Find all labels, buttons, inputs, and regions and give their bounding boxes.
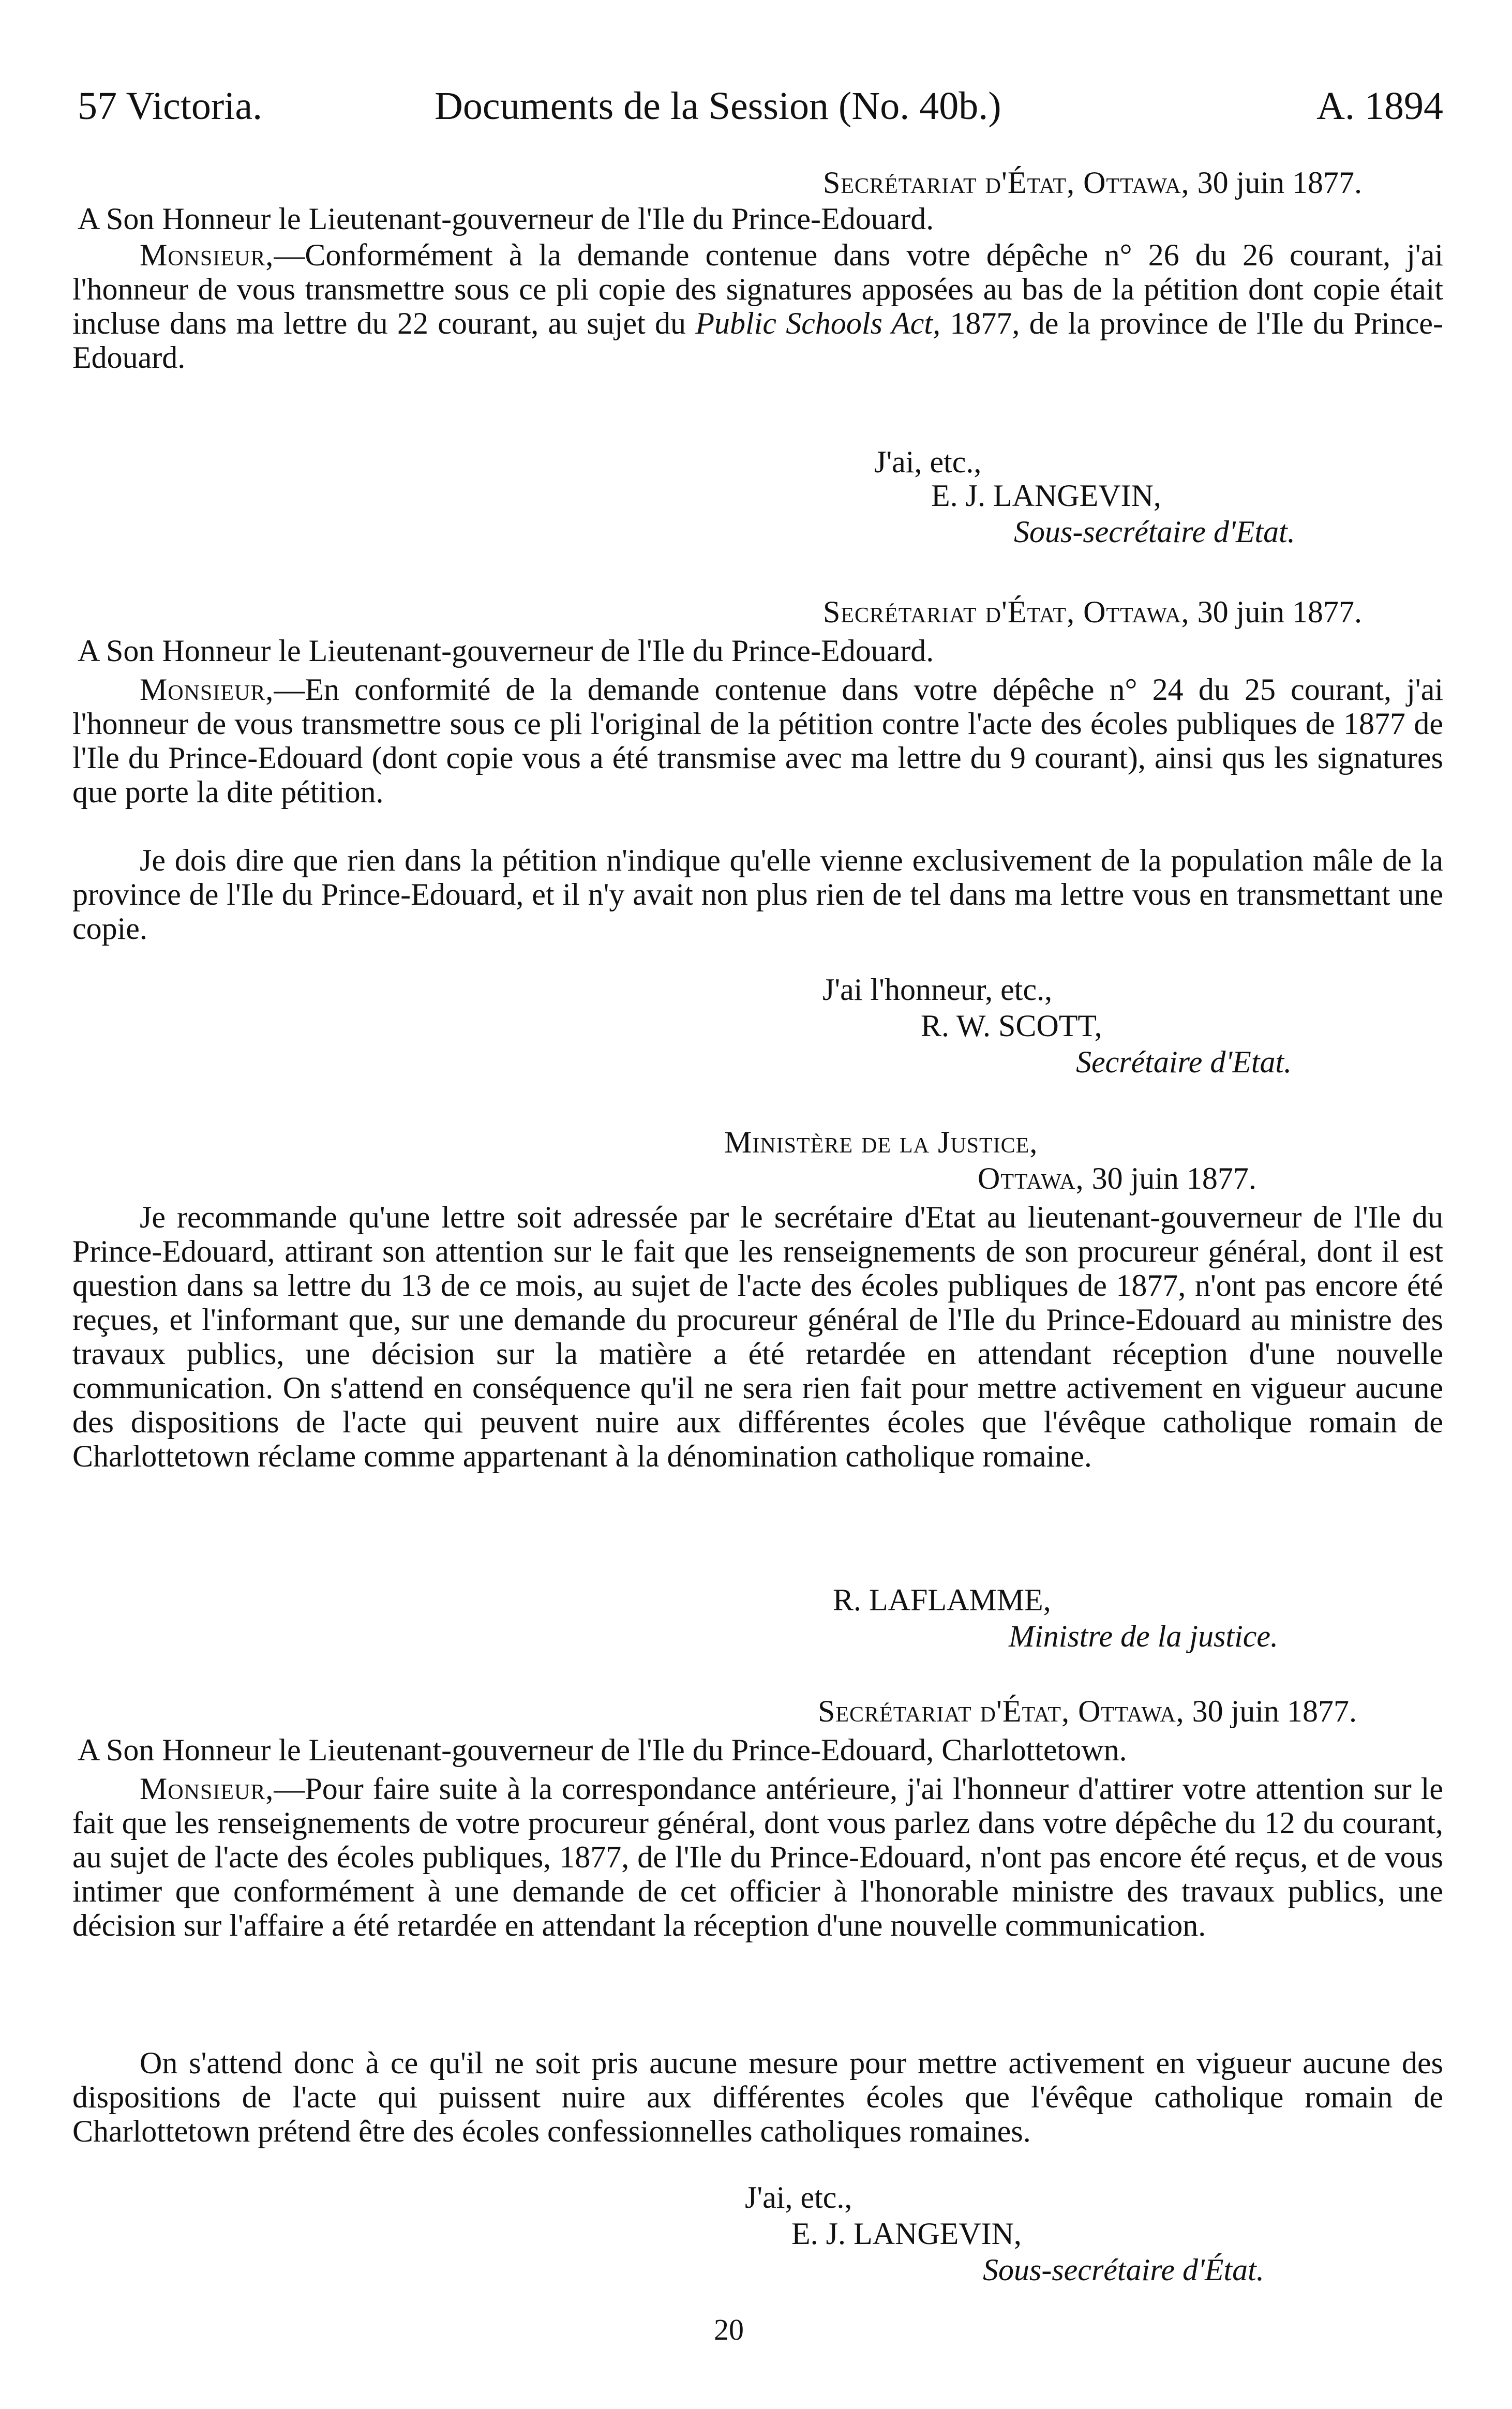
letter2-dateline-office: Secrétariat d'État, Ottawa,	[823, 595, 1190, 629]
letter3-signer-title: Sous-secrétaire d'État.	[983, 2253, 1264, 2287]
letter1-dateline-date: 30 juin 1877.	[1197, 166, 1362, 200]
letter1-salutation: Monsieur,	[140, 238, 274, 272]
letter3-body1-text: —Pour faire suite à la correspondance antérieure, j'ai l'honneur d'attirer votre attention sur le fait que les renseignements de votre procureur général, dont vous parlez dans votre dépêche du 12 du courant, au sujet de l'acte des écoles publiques, 1877, de l'Ile du Prince-Edouard, n'ont pas encore été reçus, et de vous intimer que conformément à une demande de cet officier à l'honorable ministre des travaux publics, une décision sur l'affaire a été retardée en attendant la réception d'une nouvelle communication.	[72, 1772, 1443, 1942]
letter2-body1-text: —En conformité de la demande contenue dans votre dépêche n° 24 du 25 courant, j'ai l'honneur de vous transmettre sous ce pli l'original de la pétition contre l'acte des écoles publiques de 1877 de l'Ile du Prince-Edouard (dont copie vous a été transmise avec ma lettre du 9 courant), ainsi qus les signatures que porte la dite pétition.	[72, 672, 1443, 809]
letter3-body-paragraph-2: On s'attend donc à ce qu'il ne soit pris aucune mesure pour mettre activement en vigueur aucune des dispositions de l'acte qui puissent nuire aux différentes écoles que l'évêque catholique romain de Charlottetown prétend être des écoles confessionnelles catholiques romaines.	[72, 2046, 1443, 2148]
header-regnal-year: 57 Victoria.	[78, 84, 263, 128]
letter2-signer: R. W. SCOTT,	[921, 1009, 1102, 1043]
letter2-salutation: Monsieur,	[140, 672, 274, 707]
letter1-body-italic: Public Schools Act,	[695, 306, 941, 340]
memo-dateline	[978, 1161, 1256, 1195]
letter1-closing: J'ai, etc.,	[874, 445, 982, 479]
letter2-signer-title: Secrétaire d'Etat.	[1076, 1045, 1292, 1079]
memo-signer-title: Ministre de la justice.	[1009, 1619, 1279, 1653]
letter3-addressee: A Son Honneur le Lieutenant-gouverneur de l'Ile du Prince-Edouard, Charlottetown.	[78, 1733, 1127, 1767]
running-header	[78, 78, 1443, 134]
memo-department: Ministère de la Justice,	[724, 1125, 1038, 1159]
letter2-dateline-date: 30 juin 1877.	[1197, 595, 1362, 629]
letter3-dateline-office: Secrétariat d'État, Ottawa,	[818, 1694, 1185, 1728]
letter1-signer-title: Sous-secrétaire d'Etat.	[1014, 515, 1295, 549]
letter1-body-part1: —Conformément à la demande contenue dans votre dépêche n° 26 du 26 courant, j'ai l'honneur de vous transmettre sous ce pli copie des signatures apposées au bas de la pétition dont copie était incluse dans ma lettre du 22 courant, au sujet du	[72, 238, 1443, 340]
letter3-closing: J'ai, etc.,	[745, 2180, 852, 2215]
letter2-closing: J'ai l'honneur, etc.,	[822, 972, 1053, 1007]
letter1-addressee: A Son Honneur le Lieutenant-gouverneur de l'Ile du Prince-Edouard.	[78, 202, 934, 236]
letter1-body-part2: 1877, de la province de l'Ile du Prince-Edouard.	[72, 306, 1444, 375]
letter3-dateline	[818, 1694, 1357, 1728]
letter1-dateline	[823, 166, 1362, 200]
memo-place: Ottawa,	[978, 1161, 1084, 1195]
header-title: Documents de la Session (No. 40b.)	[435, 84, 1001, 128]
letter3-body-paragraph-1	[72, 1772, 1443, 1942]
letter3-salutation: Monsieur,	[140, 1772, 274, 1806]
letter1-body	[72, 238, 1443, 375]
memo-body: Je recommande qu'une lettre soit adressée par le secrétaire d'Etat au lieutenant-gouverneur de l'Ile du Prince-Edouard, attirant son attention sur le fait que les renseignements de son procureur général, dont il est question dans sa lettre du 13 de ce mois, au sujet de l'acte des écoles publiques de 1877, n'ont pas encore été reçues, et l'informant que, sur une demande du procureur général de l'Ile du Prince-Edouard au ministre des travaux publics, une décision sur la matière a été retardée en attendant réception d'une nouvelle communication. On s'attend en conséquence qu'il ne sera rien fait pour mettre activement en vigueur aucune des dispositions de l'acte qui peuvent nuire aux différentes écoles que l'évêque catholique romain de Charlottetown réclame comme appartenant à la dénomination catholique romaine.	[72, 1200, 1443, 1473]
letter2-body-paragraph-1	[72, 672, 1443, 809]
letter3-signer: E. J. LANGEVIN,	[791, 2217, 1022, 2251]
letter2-dateline	[823, 595, 1362, 629]
letter3-dateline-date: 30 juin 1877.	[1192, 1694, 1357, 1728]
letter1-signer: E. J. LANGEVIN,	[931, 478, 1161, 513]
letter2-body-paragraph-2: Je dois dire que rien dans la pétition n'indique qu'elle vienne exclusivement de la population mâle de la province de l'Ile du Prince-Edouard, et il n'y avait non plus rien de tel dans ma lettre vous en transmettant une copie.	[72, 843, 1443, 946]
letter1-dateline-office: Secrétariat d'État, Ottawa,	[823, 166, 1190, 200]
page-number: 20	[714, 2313, 744, 2346]
header-year: A. 1894	[1316, 84, 1443, 128]
memo-signer: R. LAFLAMME,	[833, 1583, 1051, 1617]
memo-date: 30 juin 1877.	[1091, 1161, 1256, 1195]
letter2-addressee: A Son Honneur le Lieutenant-gouverneur de l'Ile du Prince-Edouard.	[78, 634, 934, 668]
